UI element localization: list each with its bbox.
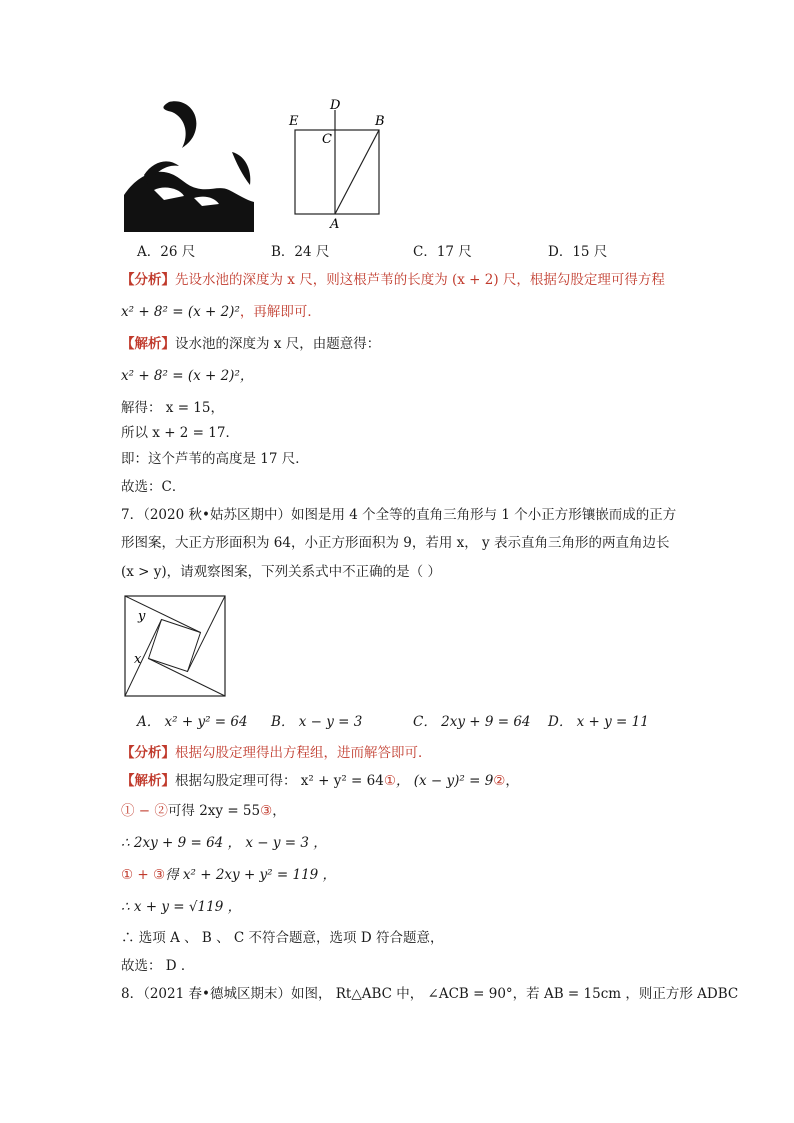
analysis-text: 根据勾股定理得出方程组，进而解答即可． [175, 745, 432, 761]
q6-choices [121, 240, 681, 262]
solution-text: 根据勾股定理可得： x² + y² = 64 [175, 773, 384, 789]
q7-stem-1: 7．（2020 秋•姑苏区期中）如图是用 4 个全等的直角三角形与 1 个小正方形镶嵌而成的正方 [121, 507, 677, 523]
analysis-tag: 【分析】 [121, 745, 175, 761]
triangle-edge-3 [149, 659, 226, 697]
reed-photo [124, 100, 254, 232]
q7-line-5: ∴ x + y = √119 ， [121, 899, 242, 915]
analysis-tag: 【分析】 [121, 272, 175, 288]
q6-solution-line [121, 334, 380, 354]
q7-line-4 [121, 865, 336, 885]
q7-line-6: ∴ 选项 A 、 B 、 C 不符合题意，选项 D 符合题意， [121, 930, 444, 946]
q6-analysis-line [121, 270, 665, 290]
q7-analysis-line [121, 743, 432, 763]
label-E: E [289, 114, 299, 129]
label-B: B [375, 114, 385, 129]
line2-end: ， [272, 803, 286, 819]
q7-choice-a: A． x² + y² = 64 [137, 714, 248, 730]
circle-op-2: ① + ③ [121, 867, 166, 883]
q6-eq1: x² + 8² = (x + 2)²， [121, 368, 254, 384]
circle-op-1: ① − ② [121, 803, 168, 819]
label-y: y [138, 609, 146, 624]
label-C: C [322, 132, 332, 147]
q7-choice-d: D． x + y = 11 [548, 714, 649, 730]
solution-text: 设水池的深度为 x 尺，由题意得： [175, 336, 381, 352]
triangle-edge-4 [125, 620, 162, 697]
q6-answer: 故选：C． [121, 479, 186, 495]
q7-line-2 [121, 801, 286, 821]
q7-stem-3: (x > y)，请观察图案，下列关系式中不正确的是（ ） [121, 564, 441, 580]
solution-eq-2: ， (x − y)² = 9 [395, 773, 494, 789]
q7-choice-b: B． x − y = 3 [271, 714, 363, 730]
analysis-equation: x² + 8² = (x + 2)² [121, 304, 240, 320]
solution-end: ， [505, 773, 519, 789]
triangle-edge-1 [125, 596, 201, 633]
pinwheel-diagram [124, 595, 226, 697]
q7-solution-line [121, 771, 519, 791]
q7-choice-c: C． 2xy + 9 = 64 [413, 714, 531, 730]
analysis-text-2: ，再解即可． [239, 304, 321, 320]
pond-diagram [285, 96, 390, 232]
inner-square [149, 620, 201, 672]
q6-choice-b: B．24 尺 [271, 244, 330, 260]
line4-text: 得 x² + 2xy + y² = 119 ， [165, 867, 337, 883]
q7-stem-2: 形图案，大正方形面积为 64，小正方形面积为 9，若用 x， y 表示直角三角形的两直角边长 [121, 535, 670, 551]
reed-line-AB [335, 130, 379, 214]
q8-stem: 8．（2021 春•德城区期末）如图， Rt△ABC 中， ∠ACB = 90°，若 AB = 15cm ，则正方形 ADBC [121, 986, 739, 1002]
circle-3: ③ [260, 803, 273, 819]
analysis-text: 先设水池的深度为 x 尺，则这根芦苇的长度为 (x + 2) 尺，根据勾股定理可得方程 [175, 272, 665, 288]
solution-tag: 【解析】 [121, 336, 175, 352]
pond-square [295, 130, 379, 214]
triangle-edge-2 [188, 596, 226, 672]
q6-solve: 解得： x = 15， [121, 400, 224, 416]
solution-tag: 【解析】 [121, 773, 175, 789]
q6-analysis-line-2 [121, 302, 321, 322]
q6-conclusion: 即：这个芦苇的高度是 17 尺． [121, 451, 309, 467]
label-D: D [330, 98, 341, 113]
q7-choices [121, 710, 681, 732]
q6-choice-a: A．26 尺 [137, 244, 196, 260]
q7-line-3: ∴ 2xy + 9 = 64 ， x − y = 3 ， [121, 835, 327, 851]
label-x: x [134, 652, 142, 667]
q6-choice-c: C．17 尺 [413, 244, 472, 260]
circle-1: ① [383, 773, 396, 789]
q6-so: 所以 x + 2 = 17． [121, 425, 239, 441]
q6-choice-d: D．15 尺 [548, 244, 608, 260]
label-A: A [330, 217, 340, 232]
circle-2: ② [493, 773, 506, 789]
q7-answer: 故选： D ． [121, 958, 195, 974]
line2-text: 可得 2xy = 55 [167, 803, 261, 819]
